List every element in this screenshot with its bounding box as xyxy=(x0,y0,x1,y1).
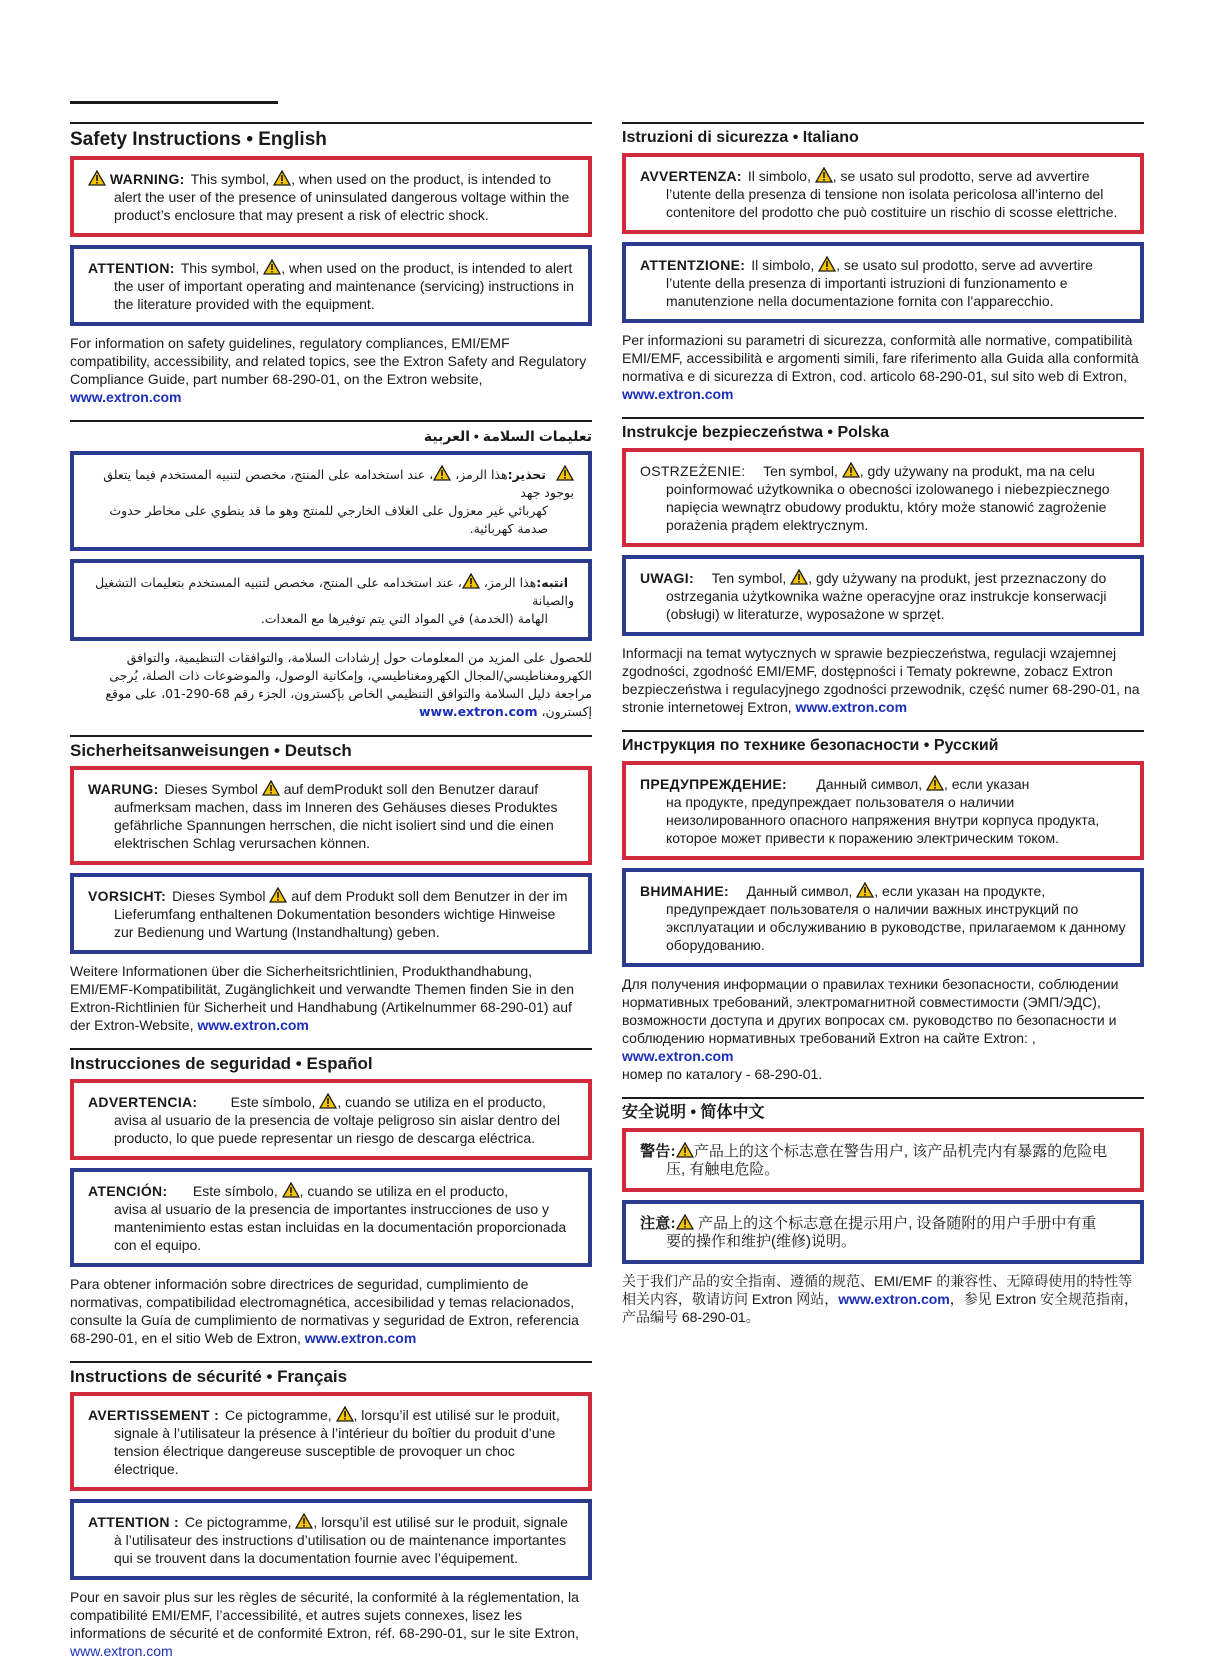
extron-link[interactable]: www.extron.com xyxy=(418,704,538,719)
attention-text: Este símbolo, xyxy=(192,1183,278,1199)
attention-continuation: l’utente della presenza di importanti istruzioni di funzionamento e manutenzione nella documentazione fornita con l’apparecchio. xyxy=(666,275,1068,309)
extron-link[interactable]: www.extron.com xyxy=(622,386,734,402)
warning-continuation: signale à l’utilisateur la présence à l’intérieur du boîtier du produit d’une tension électrique dangereuse susceptible de provoquer un choc électrique. xyxy=(114,1425,556,1477)
attention-label: انتبه: xyxy=(536,575,568,590)
warning-triangle-icon xyxy=(88,170,106,186)
attention-triangle-icon xyxy=(856,882,874,898)
attention-triangle-icon xyxy=(462,573,480,589)
warning-text: Данный символ, xyxy=(816,776,923,792)
section-title: Sicherheitsanweisungen • Deutsch xyxy=(70,741,352,760)
left-column xyxy=(70,122,592,1674)
warning-text-2: , gdy używany na produkt, ma na celu xyxy=(859,463,1095,479)
info-text: للحصول على المزيد من المعلومات حول إرشادات السلامة، والتوافقات التنظيمية، والتوافق الكهرومغناطيسي/المجال الكهرومغناطيسي، وإمكانية الوصول، والموضوعات ذات الصلة، يُرجى مراجعة دليل السلامة والتوافق التنظيمي الخاص بإكسترون، الجزء رقم 68-290-01، على موقع إكسترون، xyxy=(105,650,592,719)
warning-continuation: aufmerksam machen, dass im Inneren des Gehäuses dieses Produktes gefährliche Spannungen herrschen, die nicht isoliert sind und die einen elektrischen Schlag verursachen können. xyxy=(114,799,558,851)
attention-text: Il simbolo, xyxy=(751,257,815,273)
warning-label: WARNING: xyxy=(109,171,185,187)
attention-text-2: , when used on the product, is intended to alert xyxy=(281,260,573,276)
info-text: Informacji na temat wytycznych w sprawie bezpieczeństwa, regulacji wzajemnej zgodności, zgodność EMI/EMF, dostępności i Tematy pokrewne, zobacz Extron bezpieczeństwa i regulacyjnego zgodności przewodnik, część numer 68-290-01, na stronie internetowej Extron, xyxy=(622,645,1140,715)
warning-triangle-icon xyxy=(273,170,291,186)
right-column xyxy=(622,122,1144,1340)
warning-text-2: 产品上的这个标志意在警告用户, 该产品机壳内有暴露的危险电 xyxy=(693,1143,1108,1160)
warning-text-2: ، عند استخدامه على المنتج، مخصص لتنبيه المستخدم فيما يتعلق بوجود جهد xyxy=(103,467,574,500)
warning-text-2: auf demProdukt soll den Benutzer darauf xyxy=(283,781,539,797)
warning-box xyxy=(622,448,1144,547)
info-paragraph xyxy=(622,1272,1144,1326)
attention-triangle-icon xyxy=(676,1214,694,1230)
warning-label: AVERTISSEMENT : xyxy=(88,1407,220,1423)
section-title: Instructions de sécurité • Français xyxy=(70,1367,348,1386)
catalog-number: номер по каталогу - 68-290-01. xyxy=(622,1066,823,1082)
extron-link[interactable]: www.extron.com xyxy=(70,389,182,405)
attention-text-2: , se usato sul prodotto, serve ad avvertire xyxy=(836,257,1093,273)
attention-text: Ce pictogramme, xyxy=(184,1514,292,1530)
warning-triangle-icon xyxy=(319,1093,337,1109)
attention-box xyxy=(70,245,592,326)
attention-text: Dieses Symbol xyxy=(172,888,266,904)
warning-text-2: , cuando se utiliza en el producto, xyxy=(337,1094,546,1110)
attention-box xyxy=(622,1200,1144,1264)
warning-triangle-icon xyxy=(676,1142,694,1158)
section-arabic xyxy=(70,420,592,721)
extron-link[interactable]: www.extron.com xyxy=(795,699,908,715)
attention-label: UWAGI: xyxy=(640,570,694,586)
warning-text: Ce pictogramme, xyxy=(225,1407,332,1423)
attention-triangle-icon xyxy=(269,887,287,903)
attention-label: ВНИМАНИЕ: xyxy=(640,883,729,899)
attention-box xyxy=(622,868,1144,967)
attention-continuation: الهامة (الخدمة) في المواد التي يتم توفيرها مع المعدات. xyxy=(260,611,548,626)
section-title: تعليمات السلامة • العربية xyxy=(423,428,592,444)
attention-text-2: , lorsqu’il est utilisé sur le produit, signale xyxy=(313,1514,568,1530)
warning-continuation: كهربائي غير معزول على الغلاف الخارجي للمنتج وهو ما قد ينطوي على مخاطر حدوث صدمة كهربائية. xyxy=(109,503,548,536)
section-italian xyxy=(622,122,1144,403)
section-title: Safety Instructions • English xyxy=(70,129,327,150)
warning-text-2: , se usato sul prodotto, serve ad avvertire xyxy=(832,168,1090,184)
warning-box xyxy=(70,1392,592,1491)
warning-triangle-icon xyxy=(433,465,451,481)
extron-link[interactable]: www.extron.com xyxy=(838,1291,950,1307)
attention-text-2: , cuando se utiliza en el producto, xyxy=(299,1183,509,1199)
info-text: Для получения информации о правилах техники безопасности, соблюдении нормативных требований, электромагнитной совместимости (ЭМП/ЭДС), возможности доступа и других вопросах см. руководство по безопасности и соблюдению нормативных требований Extron на сайте Extron: , xyxy=(622,976,1119,1046)
info-text: For information on safety guidelines, regulatory compliances, EMI/EMF compatibility, accessibility, and related topics, see the Extron Safety and Regulatory Compliance Guide, part number 68-290-01, on the Extron website, xyxy=(70,335,587,387)
attention-triangle-icon xyxy=(295,1513,313,1529)
info-paragraph xyxy=(70,1275,592,1347)
warning-text: هذا الرمز، xyxy=(455,467,508,482)
attention-text: Данный символ, xyxy=(746,883,853,899)
warning-box xyxy=(70,1079,592,1160)
attention-label: ATENCIÓN: xyxy=(88,1183,168,1199)
section-title: Istruzioni di sicurezza • Italiano xyxy=(622,129,859,146)
section-title: Инструкция по технике безопасности • Русский xyxy=(622,737,999,754)
warning-text: Este símbolo, xyxy=(230,1094,316,1110)
warning-box xyxy=(70,766,592,865)
warning-text-2: , lorsqu’il est utilisé sur le produit, xyxy=(353,1407,560,1423)
section-spanish xyxy=(70,1048,592,1347)
section-title: Instrukcje bezpieczeństwa • Polska xyxy=(622,424,890,441)
info-paragraph xyxy=(70,1588,592,1660)
info-text: Pour en savoir plus sur les règles de sécurité, la conformité à la réglementation, la compatibilité EMI/EMF, l’accessibilité, et autres sujets connexes, lisez les informations de sécurité et de conformité Extron, réf. 68-290-01, sur le site Extron, xyxy=(70,1589,579,1641)
info-text: 关于我们产品的安全指南、遵循的规范、EMI/EMF 的兼容性、无障碍使用的特性等相关内容，敬请访问 Extron 网站， xyxy=(622,1273,1133,1307)
warning-triangle-icon xyxy=(842,462,860,478)
attention-text-2: , gdy używany na produkt, jest przeznaczony do xyxy=(808,570,1107,586)
section-russian xyxy=(622,730,1144,1083)
warning-continuation: alert the user of the presence of uninsulated dangerous voltage within the product’s enclosure that may present a risk of electric shock. xyxy=(114,189,570,223)
warning-text-2: , when used on the product, is intended to xyxy=(291,171,552,187)
warning-label: OSTRZEŻENIE: xyxy=(640,463,746,479)
info-paragraph xyxy=(622,644,1144,716)
info-paragraph xyxy=(622,975,1144,1083)
attention-triangle-icon xyxy=(790,569,808,585)
attention-triangle-icon xyxy=(263,259,281,275)
warning-label: ADVERTENCIA: xyxy=(88,1094,198,1110)
info-paragraph xyxy=(70,962,592,1034)
attention-label: 注意: xyxy=(640,1215,676,1232)
warning-text-2: , если указан xyxy=(943,776,1030,792)
attention-text: This symbol, xyxy=(180,260,260,276)
extron-link[interactable]: www.extron.com xyxy=(70,1643,173,1659)
warning-triangle-icon xyxy=(926,775,944,791)
attention-label: ATTENTION: xyxy=(88,260,175,276)
attention-continuation: ostrzegania użytkownika ważne operacyjne oraz instrukcje konserwacji (obsługi) w literaturze, wyposażone w sprzęt. xyxy=(666,588,1107,622)
warning-box xyxy=(622,1128,1144,1192)
section-chinese xyxy=(622,1097,1144,1326)
warning-text: Il simbolo, xyxy=(747,168,811,184)
attention-text-2: , если указан на продукте, xyxy=(874,883,1046,899)
attention-continuation: предупреждает пользователя о наличии важных инструкций по эксплуатации и обслуживанию в руководстве, прилагаемом к данному оборудованию. xyxy=(666,901,1126,953)
warning-continuation: 压, 有触电危险。 xyxy=(666,1161,780,1178)
attention-text-2: auf dem Produkt soll dem Benutzer in der im xyxy=(291,888,568,904)
attention-box xyxy=(622,555,1144,636)
info-paragraph xyxy=(70,334,592,406)
attention-continuation: the user of important operating and maintenance (servicing) instructions in the literature provided with the equipment. xyxy=(114,278,574,312)
section-title: Instrucciones de seguridad • Español xyxy=(70,1054,373,1073)
warning-label: WARUNG: xyxy=(88,781,159,797)
warning-triangle-icon xyxy=(262,780,280,796)
warning-label: AVVERTENZA: xyxy=(640,168,742,184)
section-title: 安全说明 • 简体中文 xyxy=(622,1104,765,1121)
warning-continuation: l’utente della presenza di tensione non isolata pericolosa all’interno del contenitore del prodotto che può costituire un rischio di scosse elettriche. xyxy=(666,186,1118,220)
info-paragraph xyxy=(70,649,592,721)
header-rule xyxy=(70,101,278,104)
section-english xyxy=(70,122,592,406)
attention-text: Ten symbol, xyxy=(711,570,787,586)
warning-label: ПРЕДУПРЕЖДЕНИЕ: xyxy=(640,776,787,792)
warning-box xyxy=(622,761,1144,860)
warning-continuation: poinformować użytkownika o obecności izolowanego i niebezpiecznego napięcia wewnątrz obudowy produktu, który może stanowić zagrożenie porażenia prądem elektrycznym. xyxy=(666,481,1110,533)
attention-continuation: avisa al usuario de la presencia de importantes instrucciones de uso y mantenimiento estas estan incluidas en la documentación proporcionada con el equipo. xyxy=(114,1201,567,1253)
warning-box xyxy=(622,153,1144,234)
section-german xyxy=(70,735,592,1034)
warning-text: Dieses Symbol xyxy=(164,781,258,797)
attention-label: VORSICHT: xyxy=(88,888,167,904)
info-paragraph xyxy=(622,331,1144,403)
extron-link[interactable]: www.extron.com xyxy=(304,1330,417,1346)
attention-box xyxy=(622,242,1144,323)
warning-label: 警告: xyxy=(640,1143,676,1160)
warning-box xyxy=(70,451,592,551)
warning-text: Ten symbol, xyxy=(763,463,838,479)
attention-label: ATTENTION : xyxy=(88,1514,179,1530)
attention-triangle-icon xyxy=(818,256,836,272)
attention-text-2: ، عند استخدامه على المنتج، مخصص لتنبيه المستخدم بتعليمات التشغيل والصيانة xyxy=(95,575,574,608)
warning-triangle-icon xyxy=(336,1406,354,1422)
attention-text: هذا الرمز، xyxy=(483,575,537,590)
warning-label: تحذير: xyxy=(507,467,547,482)
warning-continuation: на продукте, предупреждает пользователя о наличии неизолированного опасного напряжения внутри корпуса продукта, которое может привести к поражению электрическим током. xyxy=(666,794,1100,846)
warning-box xyxy=(70,156,592,237)
extron-link[interactable]: www.extron.com xyxy=(197,1017,309,1033)
attention-text-2: 产品上的这个标志意在提示用户, 设备随附的用户手册中有重 xyxy=(693,1215,1097,1232)
attention-continuation: à l’utilisateur des instructions d’utilisation ou de maintenance importantes qui se trouvent dans la documentation fournie avec l’équipement. xyxy=(114,1532,567,1566)
attention-continuation: Lieferumfang enthaltenen Dokumentation besonders wichtige Hinweise zur Bedienung und Wartung (Instandhaltung) geben. xyxy=(114,906,556,940)
section-french xyxy=(70,1361,592,1660)
attention-box xyxy=(70,1499,592,1580)
info-text: Weitere Informationen über die Sicherheitsrichtlinien, Produkthandhabung, EMI/EMF-Kompatibilität, Zugänglichkeit und verwandte Themen finden Sie in den Extron-Richtlinien für Sicherheit und Handhabung (Artikelnummer 68-290-01) auf der Extron-Website, xyxy=(70,963,575,1033)
info-text: Per informazioni su parametri di sicurezza, conformità alle normative, compatibilità EMI/EMF, accessibilità e argomenti simili, fare riferimento alla Guida alla conformità normativa e di sicurezza di Extron, cod. articolo 68-290-01, sul sito web di Extron, xyxy=(622,332,1139,384)
attention-box xyxy=(70,873,592,954)
attention-triangle-icon xyxy=(282,1182,300,1198)
attention-box xyxy=(70,1168,592,1267)
info-text: Para obtener información sobre directrices de seguridad, cumplimiento de normativas, compatibilidad electromagnética, accesibilidad y temas relacionados, consulte la Guía de cumplimiento de normativas y seguridad de Extron, referencia 68-290-01, en el sitio Web de Extron, xyxy=(70,1276,579,1346)
extron-link[interactable]: www.extron.com xyxy=(622,1048,734,1064)
attention-continuation: 要的操作和维护(维修)说明。 xyxy=(666,1233,856,1250)
warning-triangle-icon xyxy=(815,167,833,183)
attention-label: ATTENTZIONE: xyxy=(640,257,746,273)
section-polish xyxy=(622,417,1144,716)
warning-triangle-icon xyxy=(556,465,574,481)
warning-continuation: avisa al usuario de la presencia de voltaje peligroso sin aislar dentro del producto, lo que puede representar un riesgo de descarga eléctrica. xyxy=(114,1112,560,1146)
attention-box xyxy=(70,559,592,641)
warning-text: This symbol, xyxy=(190,171,270,187)
info-text-after: ，参见 Extron 安全规范指南，产品编号 68-290-01。 xyxy=(622,1291,1139,1325)
